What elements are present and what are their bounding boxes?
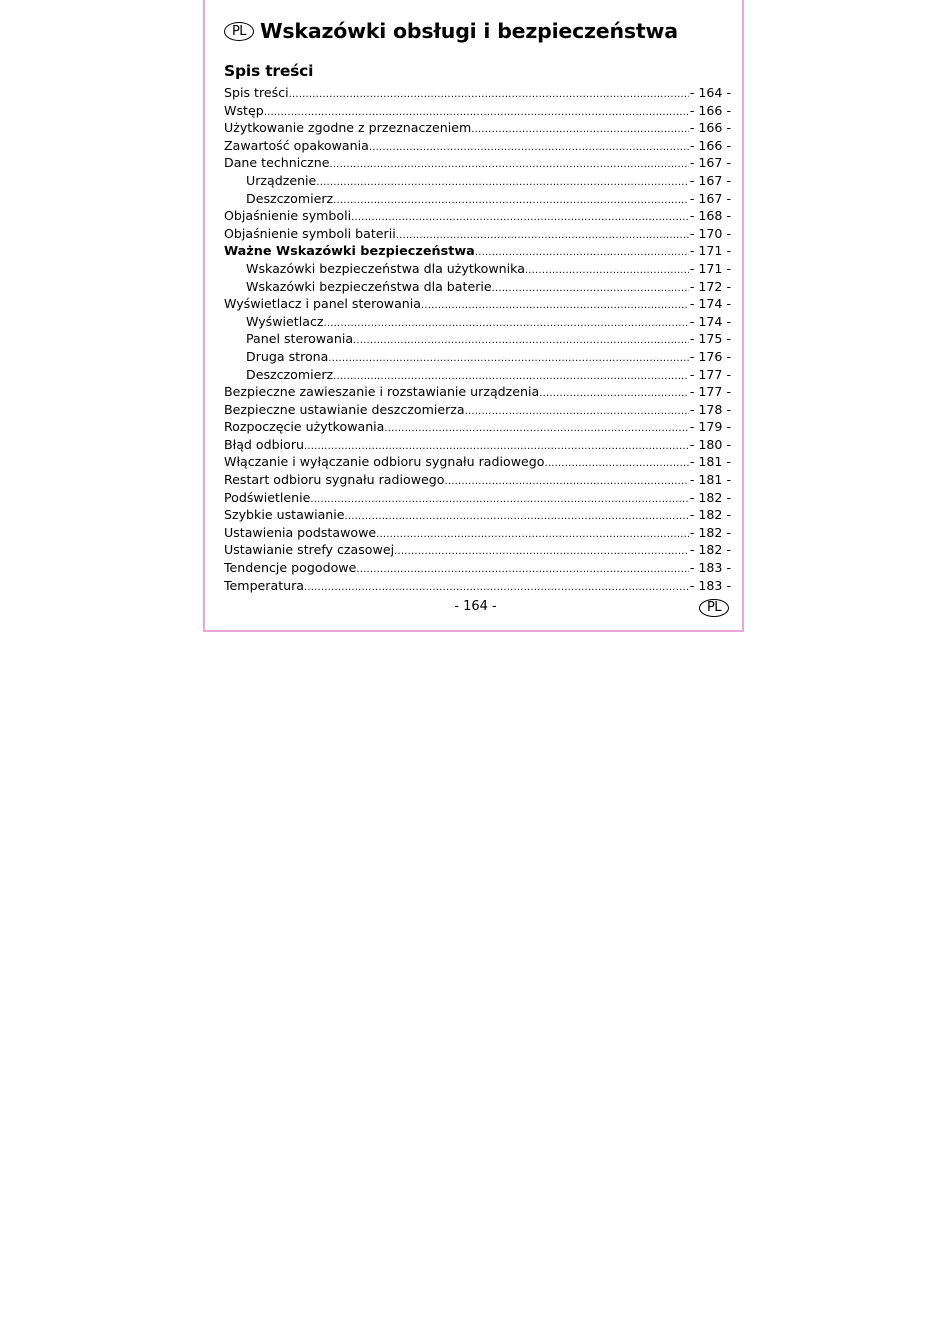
toc-entry-label: Objaśnienie symboli [224,208,352,224]
toc-entry-label: Objaśnienie symboli baterii [224,225,396,241]
page-title: Wskazówki obsługi i bezpieczeństwa [260,19,678,43]
toc-entry-page: - 166 - [689,137,731,153]
toc-entry[interactable] [224,506,731,524]
toc-entry-page: - 167 - [689,190,731,206]
toc-entry-page: - 172 - [689,278,731,294]
toc-dot-leader [394,543,689,559]
toc-entry[interactable] [224,172,731,190]
toc-entry-page: - 164 - [689,85,731,100]
toc-entry-page: - 174 - [689,313,731,329]
toc-entry[interactable] [224,84,731,102]
toc-entry-label: Deszczomierz [246,190,334,206]
toc-dot-leader [384,420,688,436]
toc-entry-page: - 167 - [689,172,731,188]
toc-dot-leader [475,244,689,260]
toc-entry[interactable] [224,471,731,489]
toc-entry-page: - 174 - [689,296,731,312]
toc-entry-label: Urządzenie [246,172,317,188]
toc-entry[interactable] [224,207,731,225]
toc-entry[interactable] [224,577,731,595]
toc-entry[interactable] [224,102,731,120]
toc-entry-page: - 168 - [689,208,731,224]
toc-entry-label: Zawartość opakowania [224,137,369,153]
toc-dot-leader [333,192,689,208]
toc-entry-page: - 182 - [689,507,731,523]
footer-language-badge-icon: PL [699,599,729,617]
toc-entry-page: - 171 - [689,260,731,276]
toc-entry-label: Ważne Wskazówki bezpieczeństwa [224,244,475,260]
toc-entry[interactable] [224,489,731,507]
toc-entry-label: Bezpieczne ustawianie deszczomierza [224,401,465,417]
toc-entry-page: - 180 - [689,436,731,452]
toc-entry-label: Deszczomierz [246,366,334,382]
toc-entry[interactable] [224,559,731,577]
toc-dot-leader [304,579,689,595]
toc-entry-label: Restart odbioru sygnału radiowego [224,472,445,488]
language-badge-icon: PL [224,22,254,41]
toc-entry-label: Włączanie i wyłączanie odbioru sygnału radiowego [224,454,545,470]
toc-entry-page: - 170 - [689,225,731,241]
toc-entry[interactable] [224,453,731,471]
toc-dot-leader [539,385,689,401]
toc-dot-leader [396,227,689,243]
toc-entry[interactable] [224,541,731,559]
toc-dot-leader [492,280,689,296]
toc-entry-page: - 175 - [689,331,731,347]
toc-dot-leader [323,315,688,331]
toc-entry[interactable] [224,137,731,155]
toc-entry-page: - 171 - [689,243,731,259]
toc-entry-page: - 167 - [689,155,731,171]
toc-entry[interactable] [224,348,731,366]
toc-dot-leader [264,104,689,120]
toc-entry-label: Wskazówki bezpieczeństwa dla baterie [246,278,492,294]
toc-dot-leader [353,332,689,348]
toc-entry[interactable] [224,225,731,243]
toc-entry-page: - 182 - [689,489,731,505]
toc-entry[interactable] [224,295,731,313]
toc-entry-label: Spis treści [224,85,289,100]
toc-entry-label: Użytkowanie zgodne z przeznaczeniem [224,120,472,136]
toc-entry-label: Ustawienia podstawowe [224,524,377,540]
toc-entry-page: - 183 - [689,577,731,593]
toc-heading: Spis treści [224,62,314,80]
page-header [224,19,678,43]
toc-entry[interactable] [224,436,731,454]
toc-entry-label: Wyświetlacz [246,313,324,329]
toc-dot-leader [369,139,689,155]
toc-dot-leader [333,368,689,384]
toc-entry-page: - 182 - [689,542,731,558]
toc-entry[interactable] [224,119,731,137]
toc-entry-label: Wstęp [224,102,264,118]
toc-entry-label: Druga strona [246,348,329,364]
toc-entry-page: - 181 - [689,472,731,488]
toc-entry-label: Szybkie ustawianie [224,507,345,523]
toc-entry[interactable] [224,366,731,384]
document-page [203,0,744,632]
toc-entry-label: Wskazówki bezpieczeństwa dla użytkownika [246,260,525,276]
toc-dot-leader [444,473,688,489]
toc-entry-label: Wyświetlacz i panel sterowania [224,296,421,312]
toc-entry-page: - 182 - [689,524,731,540]
toc-dot-leader [376,526,689,542]
toc-entry-label: Panel sterowania [246,331,354,347]
toc-dot-leader [351,209,689,225]
toc-entry-page: - 166 - [689,102,731,118]
toc-entry[interactable] [224,330,731,348]
toc-entry[interactable] [224,154,731,172]
page-footer [205,598,746,620]
toc-entry-page: - 181 - [689,454,731,470]
toc-entry[interactable] [224,383,731,401]
toc-dot-leader [330,156,689,172]
toc-entry[interactable] [224,524,731,542]
toc-entry-page: - 176 - [689,348,731,364]
toc-entry-label: Podświetlenie [224,489,311,505]
toc-dot-leader [316,174,689,190]
toc-entry-label: Rozpoczęcie użytkowania [224,419,385,435]
toc-entry-page: - 177 - [689,366,731,382]
toc-entry-label: Ustawianie strefy czasowej [224,542,395,558]
toc-dot-leader [465,403,689,419]
toc-dot-leader [345,508,689,524]
toc-entry[interactable] [224,278,731,296]
toc-dot-leader [471,121,689,137]
toc-entry-page: - 177 - [689,384,731,400]
toc-dot-leader [544,455,688,471]
toc-entry[interactable] [224,313,731,331]
toc-dot-leader [356,561,689,577]
table-of-contents [224,84,731,594]
toc-entry-page: - 178 - [689,401,731,417]
toc-entry-label: Tendencje pogodowe [224,560,357,576]
page-number: - 164 - [454,599,497,614]
toc-entry[interactable] [224,401,731,419]
toc-dot-leader [310,491,688,507]
toc-entry[interactable] [224,190,731,208]
toc-entry-label: Temperatura [224,577,305,593]
toc-entry[interactable] [224,418,731,436]
toc-entry-page: - 166 - [689,120,731,136]
toc-entry-page: - 183 - [689,560,731,576]
toc-dot-leader [304,438,689,454]
toc-entry-page: - 179 - [689,419,731,435]
toc-dot-leader [328,350,688,366]
toc-dot-leader [421,297,689,313]
toc-entry-label: Bezpieczne zawieszanie i rozstawianie urządzenia [224,384,540,400]
toc-entry[interactable] [224,242,731,260]
toc-entry-label: Błąd odbioru [224,436,304,452]
toc-entry-label: Dane techniczne [224,155,330,171]
toc-entry[interactable] [224,260,731,278]
toc-dot-leader [525,262,689,278]
toc-dot-leader [289,86,689,102]
